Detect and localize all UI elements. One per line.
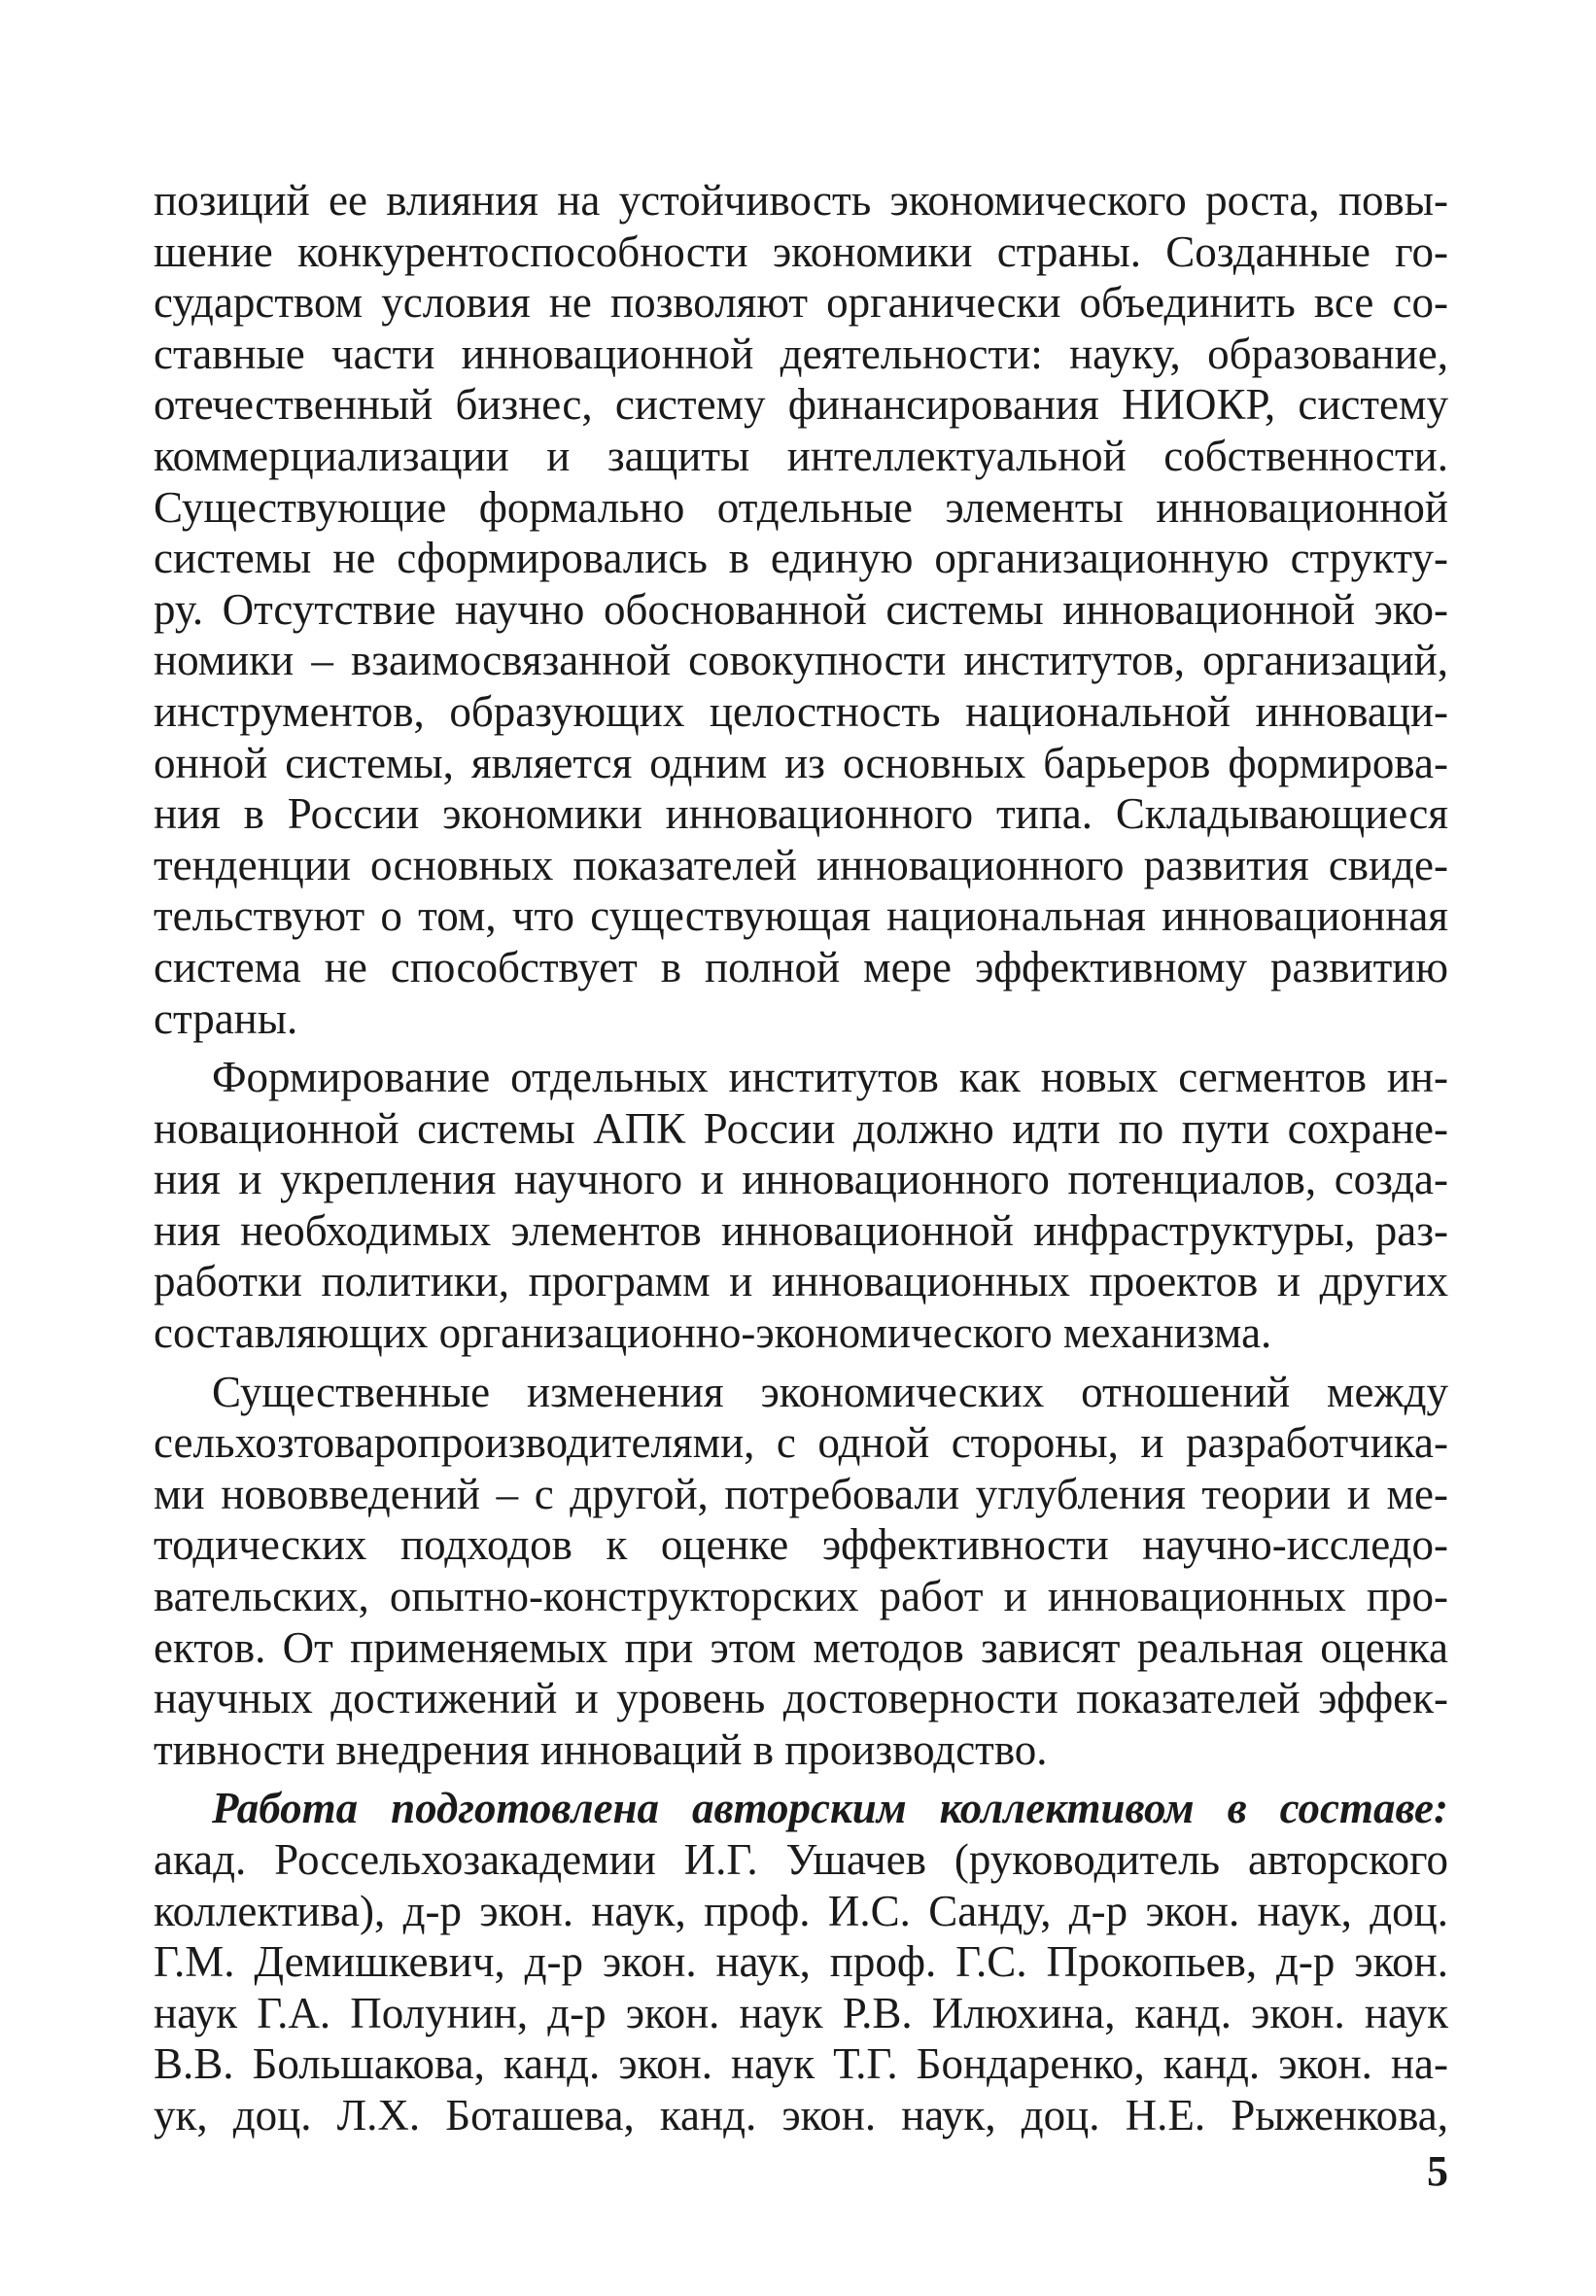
text-line: сельхозтоваропроизводителями, с одной стороны, и разработчика-	[154, 1418, 1448, 1468]
text-line: составляющих организационно-экономического механизма.	[154, 1308, 1272, 1358]
text-line: ния необходимых элементов инновационной инфраструктуры, раз-	[154, 1205, 1448, 1255]
text-line: системы не сформировались в единую организационную структу-	[154, 534, 1448, 583]
text-line: Г.М. Демишкевич, д-р экон. наук, проф. Г.С. Прокопьев, д-р экон.	[154, 1937, 1448, 1987]
text-line: акад. Россельхозакадемии И.Г. Ушачев (руководитель авторского	[154, 1835, 1448, 1884]
text-line: тельствуют о том, что существующая национальная инновационная	[154, 891, 1448, 941]
text-line: работки политики, программ и инновационных проектов и других	[154, 1257, 1448, 1306]
text-line: шение конкурентоспособности экономики страны. Созданные го-	[154, 226, 1448, 276]
text-line: Формирование отдельных институтов как новых сегментов ин-	[212, 1053, 1448, 1102]
text-line: тивности внедрения инноваций в производство.	[154, 1724, 1048, 1774]
paragraph-3	[154, 1367, 1448, 1776]
page-number: 5	[1427, 2147, 1448, 2195]
text-line: коллектива), д-р экон. наук, проф. И.С. Санду, д-р экон. наук, доц.	[154, 1886, 1448, 1935]
text-line: инструментов, образующих целостность национальной инноваци-	[154, 686, 1448, 736]
text-line: наук Г.А. Полунин, д-р экон. наук Р.В. Илюхина, канд. экон. наук	[154, 1988, 1448, 2037]
text-line: онной системы, является одним из основных барьеров формирова-	[154, 738, 1448, 787]
text-line: В.В. Большакова, канд. экон. наук Т.Г. Бондаренко, канд. экон. на-	[154, 2039, 1448, 2089]
text-line: ук, доц. Л.Х. Боташева, канд. экон. наук, доц. Н.Е. Рыженкова,	[154, 2090, 1448, 2139]
text-line: коммерциализации и защиты интеллектуальной собственности.	[154, 431, 1448, 480]
text-line: позиций ее влияния на устойчивость экономического роста, повы-	[154, 176, 1448, 225]
text-line: тенденции основных показателей инновационного развития свиде-	[154, 840, 1448, 889]
text-line: Существующие формально отдельные элементы инновационной	[154, 482, 1448, 532]
text-line: страны.	[154, 993, 298, 1043]
text-line: новационной системы АПК России должно идти по пути сохране-	[154, 1103, 1448, 1153]
text-line: тодических подходов к оценке эффективности научно-исследо-	[154, 1520, 1448, 1570]
authors-heading: Работа подготовлена авторским коллективом в составе:	[212, 1784, 1448, 1833]
text-line: отечественный бизнес, систему финансирования НИОКР, систему	[154, 380, 1448, 430]
text-line: ния в России экономики инновационного типа. Складывающиеся	[154, 789, 1448, 839]
text-line: научных достижений и уровень достоверности показателей эффек-	[154, 1674, 1448, 1723]
text-line: система не способствует в полной мере эффективному развитию	[154, 942, 1448, 991]
text-line: ставные части инновационной деятельности: науку, образование,	[154, 329, 1448, 378]
text-line: номики – взаимосвязанной совокупности институтов, организаций,	[154, 636, 1448, 685]
text-line: сударством условия не позволяют органически объединить все со-	[154, 278, 1448, 328]
paragraph-1	[154, 175, 1448, 1044]
text-line: ру. Отсутствие научно обоснованной системы инновационной эко-	[154, 584, 1448, 634]
text-line: ми нововведений – с другой, потребовали углубления теории и ме-	[154, 1469, 1448, 1518]
text-line: ния и укрепления научного и инновационного потенциалов, созда-	[154, 1155, 1448, 1204]
authors-paragraph	[154, 1783, 1448, 2140]
paragraph-2	[154, 1052, 1448, 1359]
text-line: Существенные изменения экономических отношений между	[212, 1367, 1448, 1416]
text-line: вательских, опытно-конструкторских работ и инновационных про-	[154, 1572, 1448, 1621]
body-text	[154, 175, 1448, 2141]
text-line: ектов. От применяемых при этом методов зависят реальная оценка	[154, 1622, 1448, 1672]
